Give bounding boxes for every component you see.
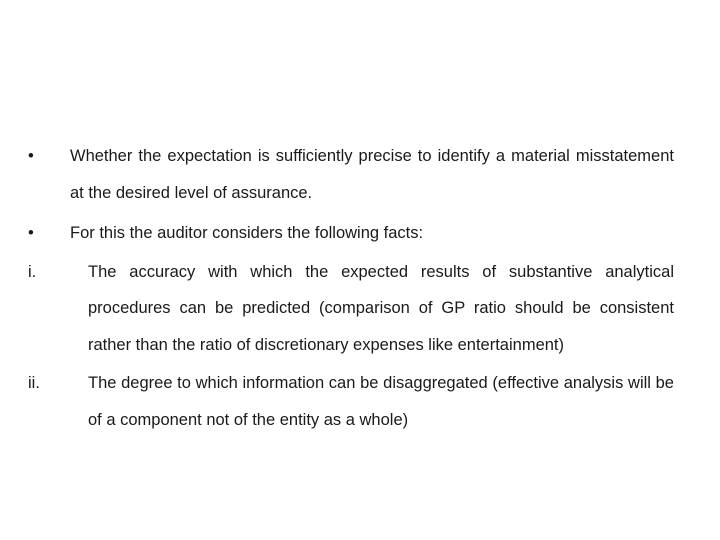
bullet-marker: • (28, 147, 34, 165)
numbered-marker: i. (28, 262, 37, 281)
numbered-text: The accuracy with which the expected results of substantive analytical procedures can be predicted (comparison of GP ratio should be consistent rather than the ratio of discretionary expenses like entertainment) (88, 262, 674, 354)
bullet-item (28, 215, 674, 252)
numbered-text: The degree to which information can be disaggregated (effective analysis will be of a component not of the entity as a whole) (88, 374, 674, 429)
numbered-marker: ii. (28, 374, 40, 392)
bullet-text: For this the auditor considers the following facts: (70, 224, 424, 242)
slide-body (28, 138, 674, 438)
bullet-item (28, 138, 674, 211)
bullet-marker: • (28, 224, 34, 242)
numbered-item (28, 254, 674, 364)
numbered-item (28, 365, 674, 438)
bullet-text: Whether the expectation is sufficiently precise to identify a material misstatement at the desired level of assurance. (70, 147, 674, 202)
